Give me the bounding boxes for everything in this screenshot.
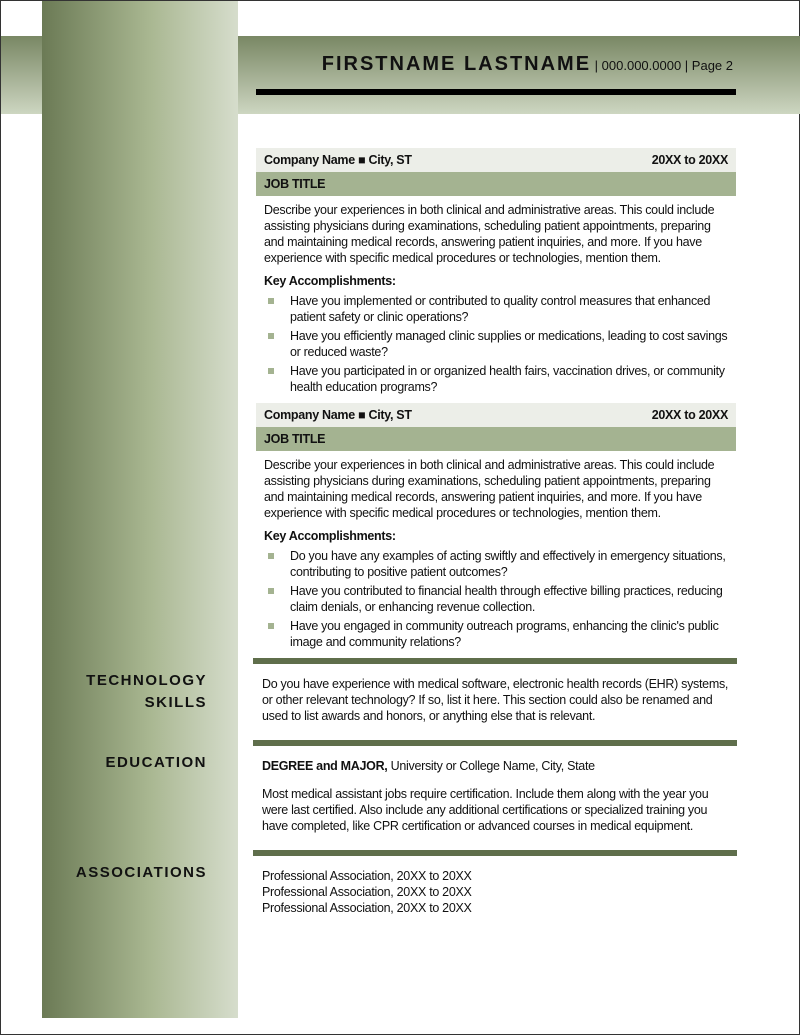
school: University or College Name, City, State [387, 759, 595, 773]
accomplishments-list [256, 548, 736, 650]
list-item: Have you efficiently managed clinic supplies or medications, leading to cost savings or reduced waste? [290, 329, 728, 359]
job-title: JOB TITLE [256, 172, 736, 196]
associations-section [75, 850, 736, 932]
main-column [75, 1, 736, 972]
education-body [256, 746, 736, 850]
degree: DEGREE and MAJOR, [262, 759, 388, 773]
list-item: Professional Association, 20XX to 20XX [262, 885, 472, 899]
company-row [256, 403, 736, 427]
list-item: Have you participated in or organized health fairs, vaccination drives, or community health education programs? [290, 363, 728, 395]
list-item: Have you implemented or contributed to quality control measures that enhanced patient safety or clinic operations? [290, 293, 728, 325]
accomplishments-list [256, 293, 736, 395]
list-item: Have you engaged in community outreach programs, enhancing the clinic's public image and community relations? [290, 618, 728, 650]
job-description: Describe your experiences in both clinical and administrative areas. This could include assisting physicians during examinations, scheduling patient appointments, preparing and maintaining medical records, answering patient inquiries, and more. If you have experience with specific medical procedures or technologies, mention them. [264, 203, 715, 265]
company: Company Name ■ City, ST [264, 153, 412, 167]
company-row [256, 148, 736, 172]
label-line: TECHNOLOGY [86, 672, 207, 689]
tech-skills-label [7, 670, 207, 714]
list-item: Have you contributed to financial health through effective billing practices, reducing claim denials, or enhancing revenue collection. [290, 583, 728, 615]
company: Company Name ■ City, ST [264, 408, 412, 422]
dates: 20XX to 20XX [651, 408, 728, 422]
label-line: SKILLS [144, 694, 207, 711]
accomplishments-label: Key Accomplishments: [264, 529, 396, 543]
name: FIRSTNAME LASTNAME [321, 53, 592, 75]
associations-list [256, 856, 736, 932]
education-label: EDUCATION [105, 754, 207, 771]
job-description: Describe your experiences in both clinical and administrative areas. This could include assisting physicians during examinations, scheduling patient appointments, preparing and maintaining medical records, answering patient inquiries, and more. If you have experience with specific medical procedures or technologies, mention them. [264, 458, 715, 520]
job-entry [256, 403, 736, 650]
associations-label: ASSOCIATIONS [75, 864, 207, 881]
job-title: JOB TITLE [256, 427, 736, 451]
list-item: Do you have any examples of acting swiftly and effectively in emergency situations, contributing to positive patient outcomes? [290, 548, 728, 580]
tech-skills-text: Do you have experience with medical software, electronic health records (EHR) systems, or other relevant technology? If so, list it here. This section could also be renamed and used to list awards and honors, or anything else that is relevant. [262, 677, 729, 723]
accomplishments-label: Key Accomplishments: [264, 274, 396, 288]
education-text: Most medical assistant jobs require certification. Include them along with the year you were last certified. Also include any additional certifications or specialized training you have completed, like CPR certification or advanced courses in medical equipment. [262, 787, 709, 833]
education-section [105, 740, 736, 850]
tech-skills-section [86, 658, 736, 740]
list-item: Professional Association, 20XX to 20XX [262, 901, 472, 915]
list-item: Professional Association, 20XX to 20XX [262, 869, 472, 883]
header-meta: | 000.000.0000 | Page 2 [591, 58, 733, 73]
dates: 20XX to 20XX [651, 153, 728, 167]
job-entry [256, 148, 736, 395]
